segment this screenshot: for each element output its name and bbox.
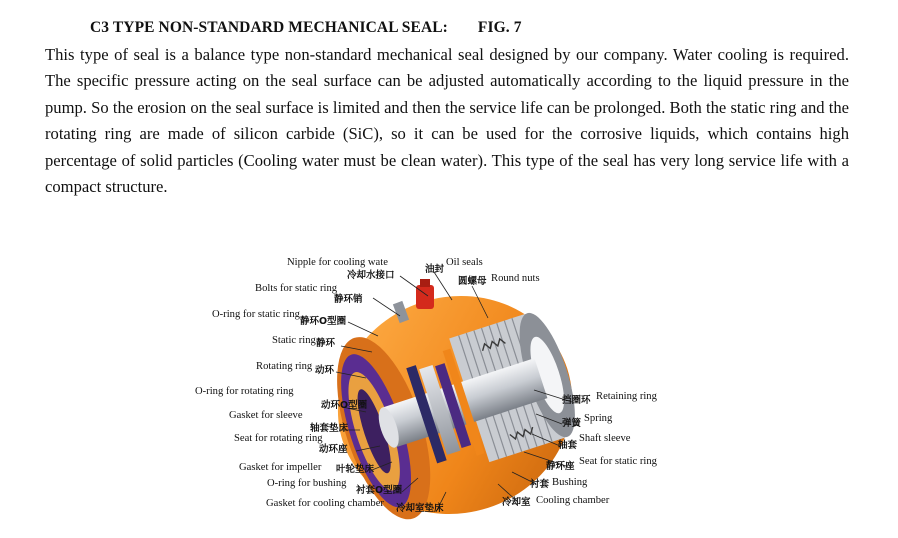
cn-rotating-ring: 动环 bbox=[315, 365, 335, 376]
cn-spring: 弹簧 bbox=[562, 418, 582, 429]
label-retaining-ring: Retaining ring bbox=[596, 391, 657, 402]
cooling-nipple bbox=[416, 285, 434, 309]
cn-shaft-sleeve: 轴套 bbox=[558, 440, 578, 451]
label-gasket-sleeve: Gasket for sleeve bbox=[229, 410, 303, 421]
label-bushing: Bushing bbox=[552, 477, 588, 488]
label-oring-static: O-ring for static ring bbox=[212, 309, 300, 320]
label-seat-rotating: Seat for rotating ring bbox=[234, 433, 323, 444]
label-rotating-ring: Rotating ring bbox=[256, 361, 313, 372]
label-oring-bushing: O-ring for bushing bbox=[267, 478, 347, 489]
cn-seat-static: 静环座 bbox=[546, 461, 575, 472]
label-bolts: Bolts for static ring bbox=[255, 283, 338, 294]
cn-gasket-cooling: 冷却室垫床 bbox=[396, 503, 444, 514]
heading-title: C3 TYPE NON-STANDARD MECHANICAL SEAL: bbox=[90, 19, 448, 36]
cn-bushing: 衬套 bbox=[530, 479, 550, 490]
label-round-nuts: Round nuts bbox=[491, 273, 540, 284]
label-nipple: Nipple for cooling wate bbox=[287, 257, 388, 268]
label-seat-static: Seat for static ring bbox=[579, 456, 657, 467]
cn-oring-static: 静环O型圈 bbox=[300, 316, 347, 327]
cn-gasket-sleeve: 轴套垫床 bbox=[310, 423, 349, 434]
cn-round-nuts: 圆螺母 bbox=[458, 276, 487, 287]
label-oil-seals: Oil seals bbox=[446, 257, 483, 268]
figure-number: FIG. 7 bbox=[477, 19, 522, 36]
cn-oring-bushing: 衬套O型圈 bbox=[356, 485, 403, 496]
cn-static-ring: 静环 bbox=[316, 338, 336, 349]
cn-gasket-impeller: 叶轮垫床 bbox=[336, 464, 375, 475]
label-cooling-chamber: Cooling chamber bbox=[536, 495, 610, 506]
label-shaft-sleeve: Shaft sleeve bbox=[579, 433, 631, 444]
description-paragraph: This type of seal is a balance type non-standard mechanical seal designed by our company. Water cooling is required. The specific pressure acting on the seal surface can be adjusted automatically according to the liquid pressure in the pump. So the erosion on the seal surface is limited and then the service life can be prolonged. Both the static ring and the rotating ring are made of silicon carbide (SiC), so it can be used for the corrosive liquids, which contains high percentage of solid particles (Cooling water must be clean water). This type of the seal has very long service life with a compact structure. bbox=[45, 45, 849, 197]
label-gasket-impeller: Gasket for impeller bbox=[239, 462, 322, 473]
label-static-ring: Static ring bbox=[272, 335, 316, 346]
label-spring: Spring bbox=[584, 413, 613, 424]
label-gasket-cooling: Gasket for cooling chamber bbox=[266, 498, 384, 509]
cn-oil-seals: 油封 bbox=[425, 264, 445, 275]
cn-retaining-ring: 挡圈环 bbox=[562, 395, 591, 406]
cn-seat-rotating: 动环座 bbox=[319, 444, 348, 455]
cn-cooling-chamber: 冷却室 bbox=[502, 497, 531, 508]
label-oring-rotating: O-ring for rotating ring bbox=[195, 386, 294, 397]
cn-nipple: 冷却水接口 bbox=[347, 270, 395, 281]
cn-bolts: 静环销 bbox=[334, 294, 363, 305]
cn-oring-rotating: 动环O型圈 bbox=[321, 400, 368, 411]
